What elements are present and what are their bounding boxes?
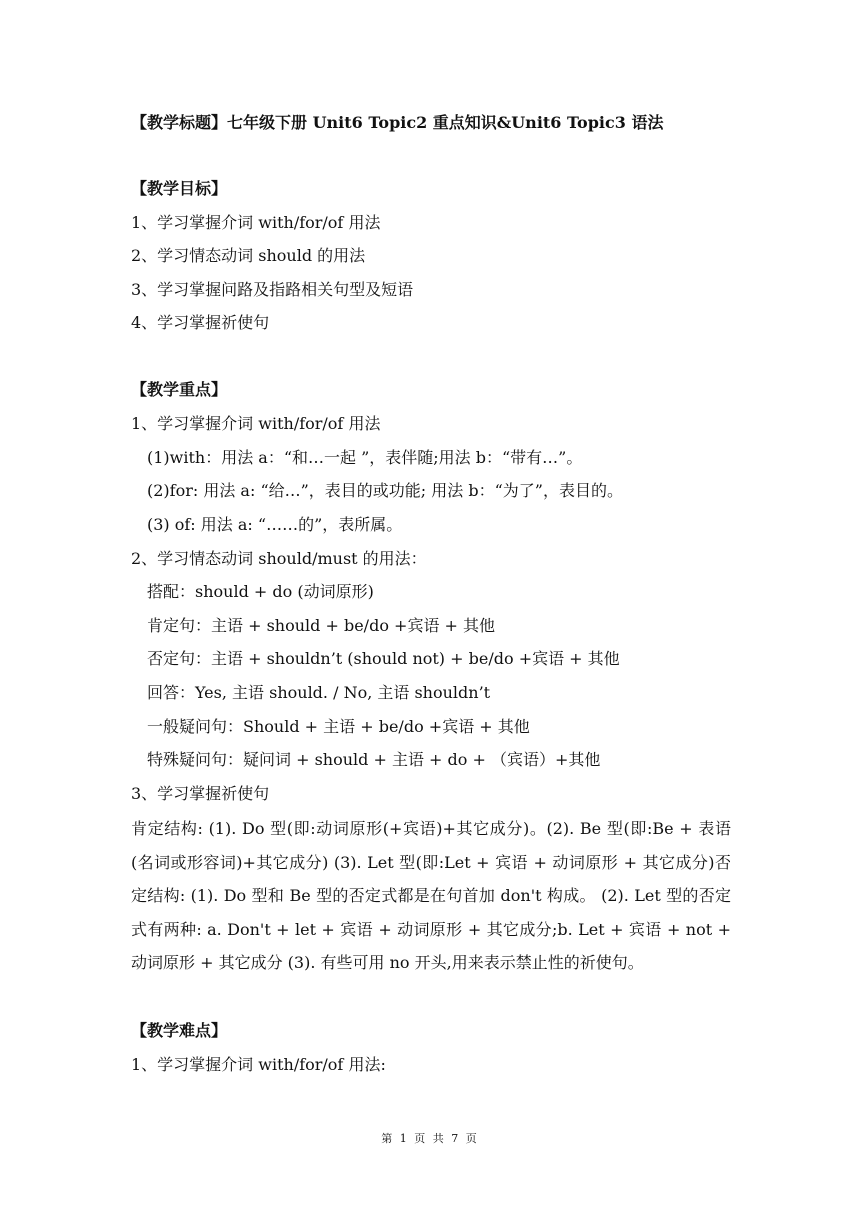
page-footer: 第 1 页 共 7 页 [381,1132,479,1145]
key-point-subitem: (1)with：用法 a：“和…一起 ”，表伴随;用法 b：“带有…”。 [147,448,583,467]
key-point-subitem: (2)for: 用法 a: “给…”，表目的或功能; 用法 b：“为了”，表目的。 [147,481,623,500]
key-point-item: 2、学习情态动词 should/must 的用法： [131,549,427,568]
key-point-subitem: 一般疑问句：Should + 主语 + be/do +宾语 + 其他 [147,717,530,736]
goals-item: 2、学习情态动词 should 的用法 [131,246,366,265]
goals-heading: 【教学目标】 [131,179,228,198]
key-point-item: 3、学习掌握祈使句 [131,784,270,803]
key-point-subitem: 否定句：主语 + shouldn’t (should not) + be/do +宾语 + 其他 [147,649,620,668]
document-title: 【教学标题】七年级下册 Unit6 Topic2 重点知识&Unit6 Topic3 语法 [131,113,664,132]
key-point-subitem: 特殊疑问句：疑问词 + should + 主语 + do + （宾语）+其他 [147,750,601,769]
imperative-paragraph: 肯定结构: (1). Do 型(即:动词原形(+宾语)+其它成分)。(2). Be 型(即:Be + 表语(名词或形容词)+其它成分) (3). Let 型(即:Let + 宾语 + 动词原形 + 其它成分)否定结构: (1). Do 型和 Be 型的否定式都是在句首加 don't 构成。 (2). Let 型的否定式有两种: a. Don't + let + 宾语 + 动词原形 + 其它成分;b. Let + 宾语 + not + 动词原形 + 其它成分 (3). 有些可用 no 开头,用来表示禁止性的祈使句。 [131,819,731,972]
difficulty-item: 1、学习掌握介词 with/for/of 用法: [131,1055,386,1074]
key-point-subitem: 搭配：should + do (动词原形) [147,582,374,601]
goals-item: 1、学习掌握介词 with/for/of 用法 [131,213,381,232]
difficulties-heading: 【教学难点】 [131,1021,228,1040]
key-point-item: 1、学习掌握介词 with/for/of 用法 [131,414,381,433]
key-point-subitem: 回答：Yes, 主语 should. / No, 主语 shouldn’t [147,683,491,702]
goals-item: 4、学习掌握祈使句 [131,313,270,332]
key-point-subitem: 肯定句：主语 + should + be/do +宾语 + 其他 [147,616,496,635]
goals-item: 3、学习掌握问路及指路相关句型及短语 [131,280,414,299]
key-points-heading: 【教学重点】 [131,380,228,399]
key-point-subitem: (3) of: 用法 a: “……的”，表所属。 [147,515,403,534]
